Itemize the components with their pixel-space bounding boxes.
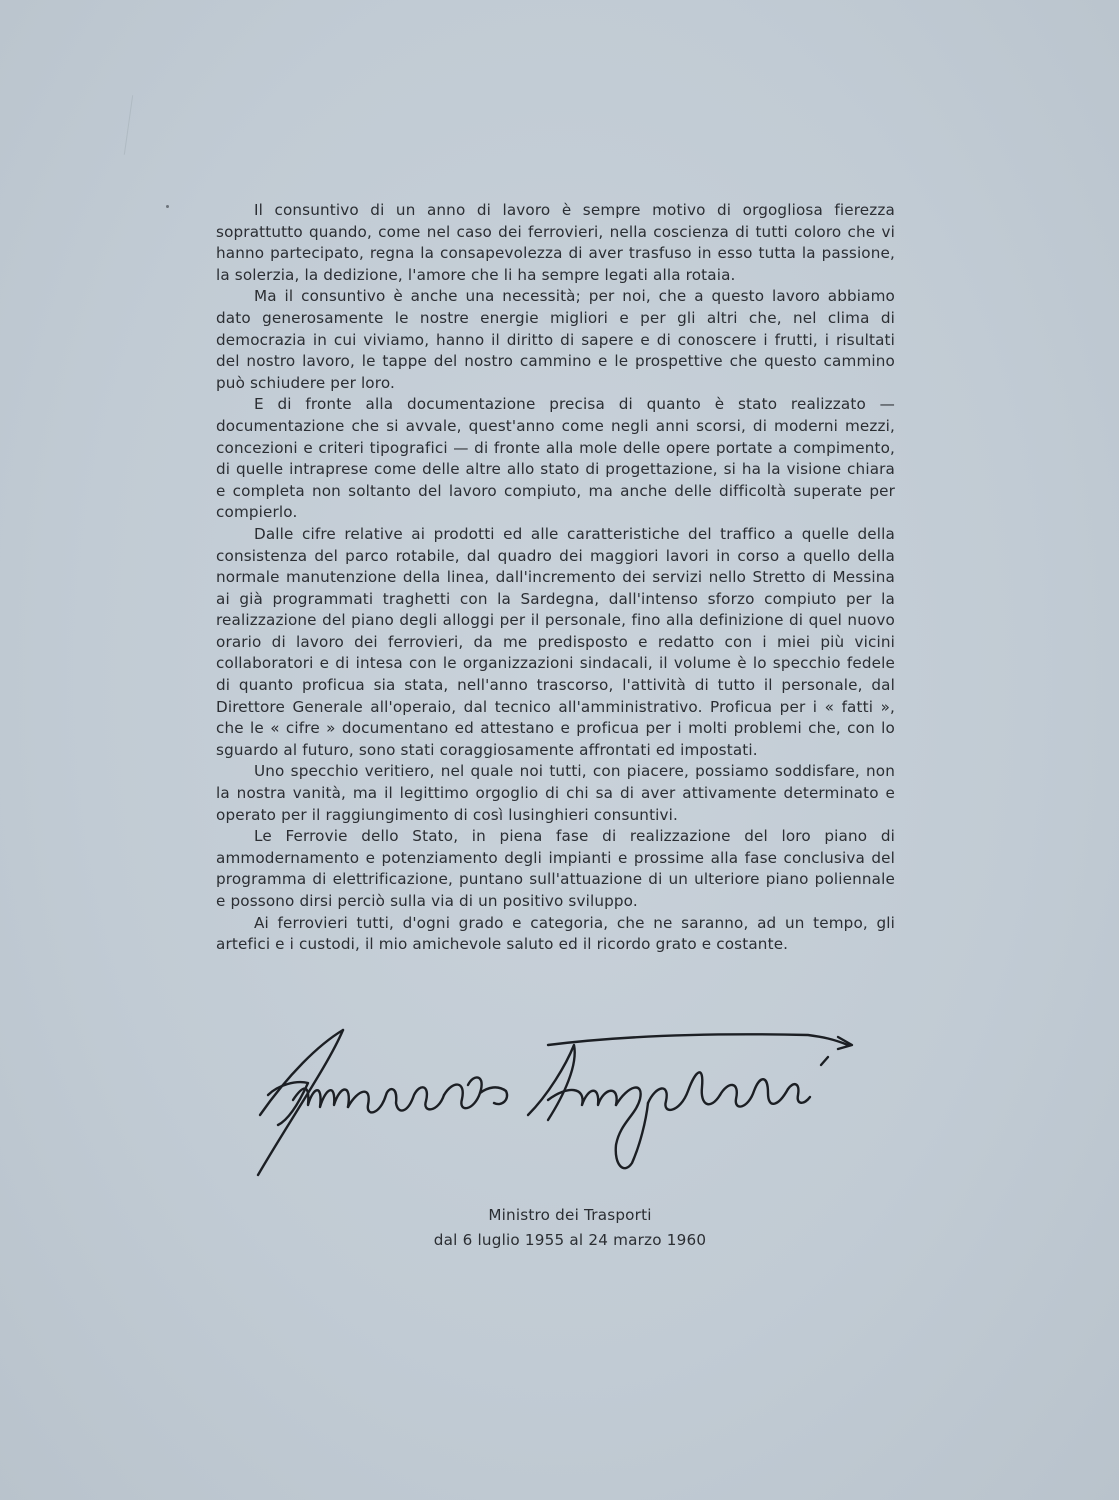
letter-paragraph: Le Ferrovie dello Stato, in piena fase di realizzazione del loro piano di ammodernamento e potenziamento degli impianti e prossime alla fase conclusiva del programma di elettrificazione, puntano sull'attuazione di un ulteriore piano poliennale e possono dirsi perciò sulla via di un positivo sviluppo. bbox=[216, 827, 895, 910]
letter-body bbox=[216, 200, 895, 956]
paper-scratch bbox=[124, 95, 133, 155]
letter-paragraph: Dalle cifre relative ai prodotti ed alle caratteristiche del traffico a quelle della consistenza del parco rotabile, dal quadro dei maggiori lavori in corso a quello della normale manutenzione della linea, dall'incremento dei servizi nello Stretto di Messina ai già programmati traghetti con la Sardegna, dall'intenso sforzo compiuto per la realizzazione del piano degli alloggi per il personale, fino alla definizione di quel nuovo orario di lavoro dei ferrovieri, da me predisposto e redatto con i miei più vicini collaboratori e di intesa con le organizzazioni sindacali, il volume è lo specchio fedele di quanto proficua sia stata, nell'anno trascorso, l'attività di tutto il personale, dal Direttore Generale all'operaio, dal tecnico all'amministrativo. Proficua per i « fatti », che le « cifre » documentano ed attestano e proficua per i molti problemi che, con lo sguardo al futuro, sono stati coraggiosamente affrontati ed impostati. bbox=[216, 524, 895, 759]
signer-role: Ministro dei Trasporti bbox=[488, 1206, 652, 1224]
paper-speck bbox=[166, 205, 169, 208]
signer-term: dal 6 luglio 1955 al 24 marzo 1960 bbox=[433, 1231, 707, 1249]
letter-paragraph: Il consuntivo di un anno di lavoro è sempre motivo di orgogliosa fierezza soprattutto quando, come nel caso dei ferrovieri, nella coscienza di tutti coloro che vi hanno partecipato, regna la consapevolezza di aver trasfuso in esso tutta la passione, la solerzia, la dedizione, l'amore che li ha sempre legati alla rotaia. bbox=[216, 201, 895, 284]
letter-paragraph: E di fronte alla documentazione precisa di quanto è stato realizzato — documentazione che si avvale, quest'anno come negli anni scorsi, di moderni mezzi, concezioni e criteri tipografici — di fronte alla mole delle opere portate a compimento, di quelle intraprese come delle altre allo stato di progettazione, si ha la visione chiara e completa non soltanto del lavoro compiuto, ma anche delle difficoltà superate per compierlo. bbox=[216, 395, 895, 522]
letter-paragraph: Ai ferrovieri tutti, d'ogni grado e categoria, che ne saranno, ad un tempo, gli artefici e i custodi, il mio amichevole saluto ed il ricordo grato e costante. bbox=[216, 913, 895, 954]
letter-paragraph: Ma il consuntivo è anche una necessità; per noi, che a questo lavoro abbiamo dato generosamente le nostre energie migliori e per gli altri che, nel clima di democrazia in cui viviamo, hanno il diritto di sapere e di conoscere i frutti, i risultati del nostro lavoro, le tappe del nostro cammino e le prospettive che questo cammino può schiudere per loro. bbox=[216, 287, 895, 392]
handwritten-signature bbox=[248, 1025, 868, 1195]
letter-paragraph: Uno specchio veritiero, nel quale noi tutti, con piacere, possiamo soddisfare, non la nostra vanità, ma il legittimo orgoglio di chi sa di aver attivamente determinato e operato per il raggiungimento di così lusinghieri consuntivi. bbox=[216, 762, 895, 824]
signer-caption bbox=[360, 1203, 780, 1253]
signature-drawing bbox=[248, 1025, 868, 1195]
